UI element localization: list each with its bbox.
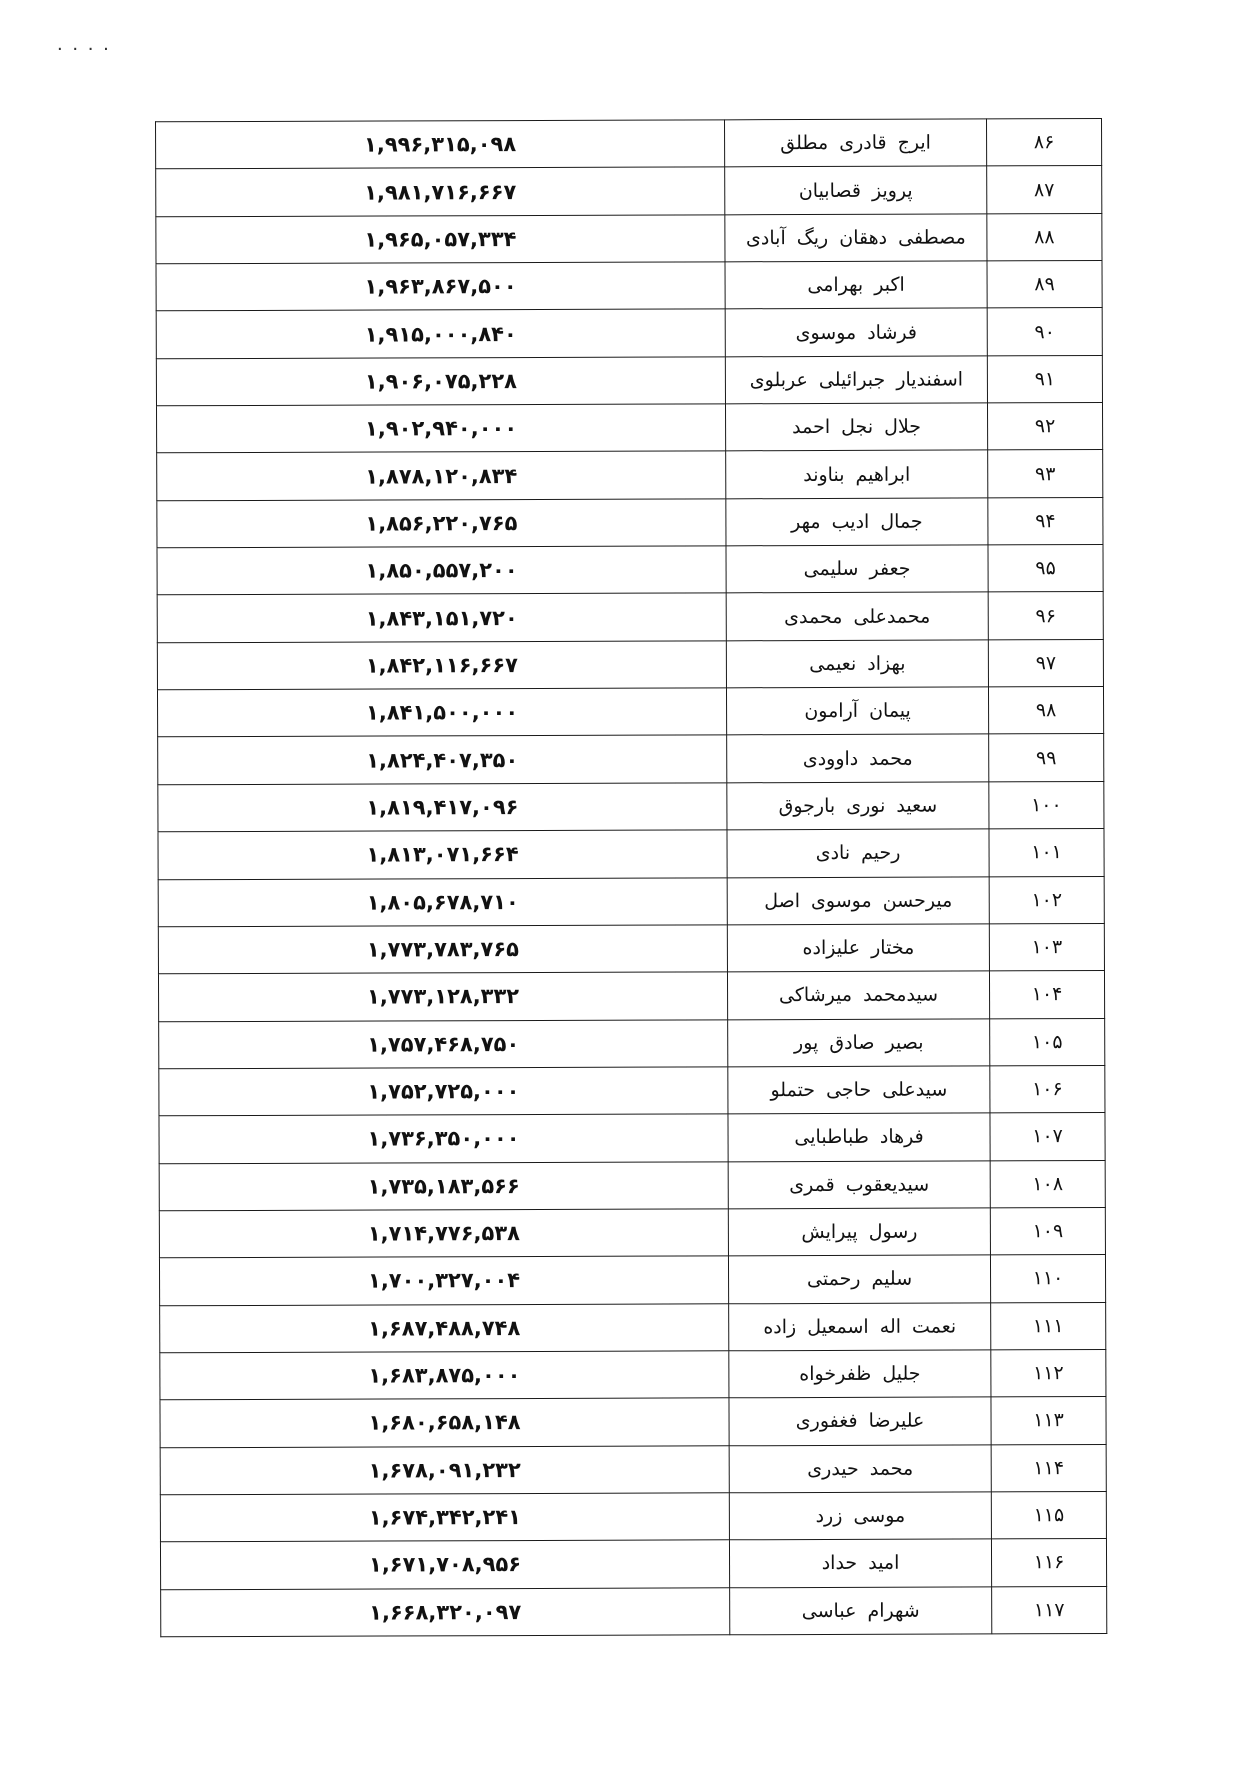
amount-cell: ۱,۸۰۵,۶۷۸,۷۱۰ <box>158 877 727 926</box>
person-name-cell: مصطفی دهقان ریگ آبادی <box>725 214 987 262</box>
row-number-cell: ۸۶ <box>987 119 1102 167</box>
amount-cell: ۱,۹۶۵,۰۵۷,۳۳۴ <box>156 215 725 264</box>
row-number-cell: ۱۰۹ <box>990 1207 1105 1255</box>
row-number-cell: ۹۰ <box>987 308 1102 356</box>
row-number-cell: ۹۲ <box>987 403 1102 451</box>
row-number-cell: ۱۱۳ <box>991 1397 1106 1445</box>
person-name-cell: ابراهیم بناوند <box>726 450 988 498</box>
amount-cell: ۱,۸۴۱,۵۰۰,۰۰۰ <box>157 688 726 737</box>
person-name-cell: جلیل ظفرخواه <box>729 1350 991 1398</box>
amount-cell: ۱,۷۰۰,۳۲۷,۰۰۴ <box>159 1256 728 1305</box>
amount-cell: ۱,۸۵۰,۵۵۷,۲۰۰ <box>157 546 726 595</box>
row-number-cell: ۱۰۶ <box>990 1065 1105 1113</box>
table-row <box>157 545 1103 596</box>
table-row <box>159 1160 1105 1211</box>
person-name-cell: شهرام عباسی <box>730 1587 992 1635</box>
table-row <box>160 1397 1106 1448</box>
person-name-cell: سلیم رحمتی <box>728 1255 990 1303</box>
row-number-cell: ۹۶ <box>988 592 1103 640</box>
table-row <box>156 403 1102 454</box>
amount-cell: ۱,۸۷۸,۱۲۰,۸۳۴ <box>157 451 726 500</box>
table-row <box>157 592 1103 643</box>
row-number-cell: ۱۰۰ <box>989 781 1104 829</box>
person-name-cell: مختار علیزاده <box>727 924 989 972</box>
amount-cell: ۱,۹۰۲,۹۴۰,۰۰۰ <box>156 404 725 453</box>
person-name-cell: اسفندیار جبرائیلی عربلوی <box>725 356 987 404</box>
row-number-cell: ۸۹ <box>987 261 1102 309</box>
table-row <box>158 923 1104 974</box>
row-number-cell: ۱۰۵ <box>990 1018 1105 1066</box>
person-name-cell: نعمت اله اسمعیل زاده <box>729 1302 991 1350</box>
table-row <box>158 971 1104 1022</box>
amount-cell: ۱,۶۷۴,۳۴۲,۲۴۱ <box>160 1493 729 1542</box>
table-row <box>157 497 1103 548</box>
person-name-cell: سعید نوری بارجوق <box>727 782 989 830</box>
person-name-cell: رحیم نادی <box>727 829 989 877</box>
amount-cell: ۱,۹۱۵,۰۰۰,۸۴۰ <box>156 309 725 358</box>
table-row <box>156 213 1102 264</box>
amount-cell: ۱,۷۷۳,۱۲۸,۳۳۲ <box>158 972 727 1021</box>
row-number-cell: ۱۰۲ <box>989 876 1104 924</box>
table-row <box>157 687 1103 738</box>
amount-cell: ۱,۶۷۸,۰۹۱,۲۳۲ <box>160 1445 729 1494</box>
amount-cell: ۱,۶۶۸,۳۲۰,۰۹۷ <box>161 1587 730 1636</box>
amount-cell: ۱,۷۳۵,۱۸۳,۵۶۶ <box>159 1161 728 1210</box>
person-name-cell: محمد داوودی <box>727 734 989 782</box>
table-row <box>158 734 1104 785</box>
row-number-cell: ۱۱۲ <box>991 1349 1106 1397</box>
person-name-cell: میرحسن موسوی اصل <box>727 876 989 924</box>
person-name-cell: بصیر صادق پور <box>728 1018 990 1066</box>
amount-cell: ۱,۷۷۳,۷۸۳,۷۶۵ <box>158 925 727 974</box>
amount-cell: ۱,۹۹۶,۳۱۵,۰۹۸ <box>156 120 725 169</box>
amount-cell: ۱,۷۵۷,۴۶۸,۷۵۰ <box>159 1019 728 1068</box>
table-row <box>157 450 1103 501</box>
table-row <box>159 1113 1105 1164</box>
table-row <box>156 261 1102 312</box>
row-number-cell: ۹۳ <box>988 450 1103 498</box>
amount-cell: ۱,۷۳۶,۳۵۰,۰۰۰ <box>159 1114 728 1163</box>
table-row <box>159 1065 1105 1116</box>
row-number-cell: ۱۱۷ <box>992 1586 1107 1634</box>
row-number-cell: ۱۰۸ <box>990 1160 1105 1208</box>
table-row <box>160 1539 1106 1590</box>
table-row <box>160 1444 1106 1495</box>
amount-cell: ۱,۶۸۷,۴۸۸,۷۴۸ <box>160 1303 729 1352</box>
person-name-cell: موسی زرد <box>729 1492 991 1540</box>
person-name-cell: اکبر بهرامی <box>725 261 987 309</box>
row-number-cell: ۱۱۵ <box>991 1491 1106 1539</box>
amount-cell: ۱,۹۰۶,۰۷۵,۲۲۸ <box>156 357 725 406</box>
person-name-cell: محمدعلی محمدی <box>726 592 988 640</box>
amount-cell: ۱,۷۱۴,۷۷۶,۵۳۸ <box>159 1209 728 1258</box>
page-corner-marks: ۰ ۰ ۰ ۰ <box>55 38 111 59</box>
person-name-cell: پرویز قصابیان <box>725 166 987 214</box>
row-number-cell: ۹۷ <box>988 639 1103 687</box>
person-name-cell: فرهاد طباطبایی <box>728 1113 990 1161</box>
table-row <box>156 355 1102 406</box>
table-row <box>156 166 1102 217</box>
person-name-cell: سیدعلی حاجی حتملو <box>728 1066 990 1114</box>
amount-cell: ۱,۹۶۳,۸۶۷,۵۰۰ <box>156 262 725 311</box>
row-number-cell: ۱۱۴ <box>991 1444 1106 1492</box>
row-number-cell: ۱۰۱ <box>989 829 1104 877</box>
table-row <box>160 1302 1106 1353</box>
person-name-cell: سیدمحمد میرشاکی <box>727 971 989 1019</box>
person-name-cell: امید حداد <box>729 1539 991 1587</box>
person-name-cell: جلال نجل احمد <box>725 403 987 451</box>
amount-cell: ۱,۸۴۳,۱۵۱,۷۲۰ <box>157 593 726 642</box>
amount-cell: ۱,۶۸۰,۶۵۸,۱۴۸ <box>160 1398 729 1447</box>
table-row <box>157 639 1103 690</box>
row-number-cell: ۱۱۶ <box>991 1539 1106 1587</box>
amount-cell: ۱,۸۱۹,۴۱۷,۰۹۶ <box>158 783 727 832</box>
row-number-cell: ۹۹ <box>989 734 1104 782</box>
amount-cell: ۱,۸۴۲,۱۱۶,۶۶۷ <box>157 641 726 690</box>
row-number-cell: ۹۵ <box>988 545 1103 593</box>
amount-cell: ۱,۸۵۶,۲۲۰,۷۶۵ <box>157 499 726 548</box>
amount-cell: ۱,۶۷۱,۷۰۸,۹۵۶ <box>160 1540 729 1589</box>
person-name-cell: ایرج قادری مطلق <box>725 119 987 167</box>
table-row <box>158 876 1104 927</box>
person-name-cell: پیمان آرامون <box>726 687 988 735</box>
table-row <box>161 1586 1107 1637</box>
row-number-cell: ۹۱ <box>987 355 1102 403</box>
ranking-table <box>155 118 1107 1637</box>
row-number-cell: ۱۰۷ <box>990 1113 1105 1161</box>
amount-cell: ۱,۸۲۴,۴۰۷,۳۵۰ <box>158 735 727 784</box>
row-number-cell: ۹۴ <box>988 497 1103 545</box>
table-row <box>160 1491 1106 1542</box>
amount-cell: ۱,۹۸۱,۷۱۶,۶۶۷ <box>156 167 725 216</box>
table-body <box>156 119 1107 1637</box>
row-number-cell: ۱۰۳ <box>989 923 1104 971</box>
table-row <box>159 1207 1105 1258</box>
person-name-cell: محمد حیدری <box>729 1445 991 1493</box>
table-row <box>156 119 1102 170</box>
row-number-cell: ۸۸ <box>987 213 1102 261</box>
person-name-cell: فرشاد موسوی <box>725 308 987 356</box>
person-name-cell: بهزاد نعیمی <box>726 640 988 688</box>
person-name-cell: جمال ادیب مهر <box>726 498 988 546</box>
table-row <box>158 829 1104 880</box>
amount-cell: ۱,۶۸۳,۸۷۵,۰۰۰ <box>160 1351 729 1400</box>
table-row <box>159 1255 1105 1306</box>
amount-cell: ۱,۸۱۳,۰۷۱,۶۶۴ <box>158 830 727 879</box>
amount-cell: ۱,۷۵۲,۷۲۵,۰۰۰ <box>159 1067 728 1116</box>
table-row <box>156 308 1102 359</box>
table-row <box>158 781 1104 832</box>
person-name-cell: علیرضا فغفوری <box>729 1397 991 1445</box>
row-number-cell: ۸۷ <box>987 166 1102 214</box>
row-number-cell: ۱۰۴ <box>989 971 1104 1019</box>
row-number-cell: ۹۸ <box>988 687 1103 735</box>
table-row <box>160 1349 1106 1400</box>
person-name-cell: جعفر سلیمی <box>726 545 988 593</box>
person-name-cell: سیدیعقوب قمری <box>728 1160 990 1208</box>
table-row <box>159 1018 1105 1069</box>
row-number-cell: ۱۱۱ <box>991 1302 1106 1350</box>
row-number-cell: ۱۱۰ <box>990 1255 1105 1303</box>
person-name-cell: رسول پیرایش <box>728 1208 990 1256</box>
